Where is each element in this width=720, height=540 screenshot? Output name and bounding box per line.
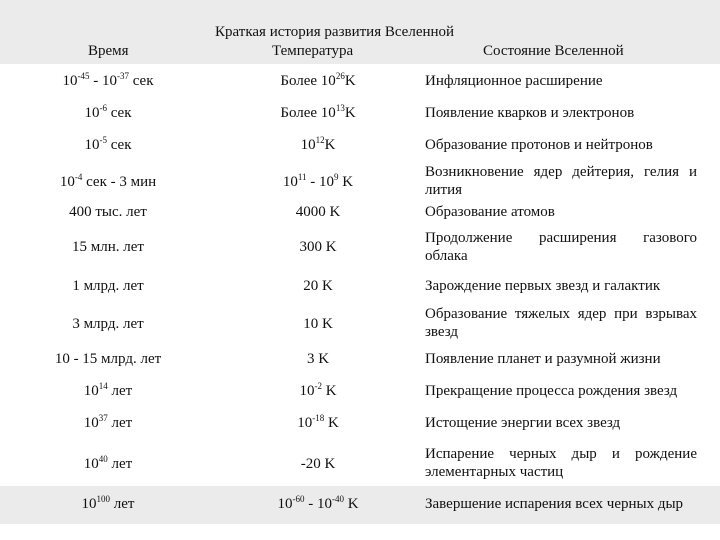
time-cell: 1 млрд. лет	[72, 278, 144, 294]
state-cell: Образование протонов и нейтронов	[425, 137, 653, 153]
state-cell: Прекращение процесса рождения звезд	[425, 383, 678, 399]
table-row	[0, 270, 720, 302]
table-header	[0, 0, 720, 64]
state-cell: Зарождение первых звезд и галактик	[425, 278, 661, 294]
table-row	[0, 96, 720, 128]
state-cell: Образование атомов	[425, 204, 555, 220]
table-row	[0, 344, 720, 374]
table-title: Краткая история развития Вселенной	[215, 24, 455, 40]
temperature-cell: Более $10^{26}K$	[280, 71, 356, 89]
table-row	[0, 64, 720, 96]
state-cell: Образование тяжелых ядер при взрывах звезд	[425, 306, 697, 340]
table-row	[0, 406, 720, 440]
time-cell: 10 - 15 млрд. лет	[54, 351, 162, 367]
table-row	[0, 128, 720, 160]
temperature-cell: $10^{-60} - 10^{-40}$ K	[277, 494, 359, 512]
table-row	[0, 440, 720, 486]
column-header-time: Время	[88, 43, 129, 59]
column-header-temperature: Температура	[272, 43, 354, 59]
temperature-cell: 10 K	[303, 316, 333, 332]
time-cell: $10^{37}$ лет	[83, 413, 133, 431]
temperature-cell: $10^{-2}$ K	[299, 381, 337, 399]
state-cell: Истощение энергии всех звезд	[425, 415, 621, 431]
time-cell: 400 тыс. лет	[69, 204, 147, 220]
state-cell: Испарение черных дыр и рождение элементарных частиц	[425, 446, 697, 480]
state-cell: Инфляционное расширение	[425, 73, 603, 89]
table-row	[0, 302, 720, 344]
temperature-cell: $10^{-18}$ K	[297, 413, 339, 431]
table-row	[0, 162, 720, 200]
state-cell: Возникновение ядер дейтерия, гелия и лития	[425, 164, 697, 198]
time-cell: $10^{14}$ лет	[83, 381, 133, 399]
state-cell: Появление кварков и электронов	[425, 105, 635, 121]
state-cell: Появление планет и разумной жизни	[425, 351, 661, 367]
time-cell: $10^{-45} - 10^{-37}$ сек	[62, 71, 154, 89]
time-cell: $10^{-5}$ сек	[84, 135, 132, 153]
temperature-cell: 3 K	[306, 351, 330, 367]
table-row	[0, 226, 720, 270]
state-cell: Продолжение расширения газового облака	[425, 230, 697, 264]
time-cell: $10^{-4}$ сек - 3 мин	[59, 172, 157, 190]
temperature-cell: $10^{11} - 10^9$ K	[282, 172, 354, 190]
state-cell: Завершение испарения всех черных дыр	[425, 496, 684, 512]
time-cell: $10^{100}$ лет	[81, 494, 135, 512]
time-cell: $10^{-6}$ сек	[84, 103, 132, 121]
temperature-cell: 300 K	[299, 239, 337, 255]
temperature-cell: Более $10^{13}K$	[280, 103, 356, 121]
temperature-cell: 20 K	[303, 278, 333, 294]
column-header-state: Состояние Вселенной	[483, 43, 624, 59]
time-cell: 3 млрд. лет	[72, 316, 144, 332]
temperature-cell: 4000 K	[295, 204, 341, 220]
table-row	[0, 486, 720, 524]
table-row	[0, 374, 720, 406]
temperature-cell: $10^{12}K$	[300, 135, 336, 153]
temperature-cell: -20 K	[300, 456, 336, 472]
table-row	[0, 200, 720, 226]
time-cell: 15 млн. лет	[72, 239, 144, 255]
time-cell: $10^{40}$ лет	[83, 454, 133, 472]
